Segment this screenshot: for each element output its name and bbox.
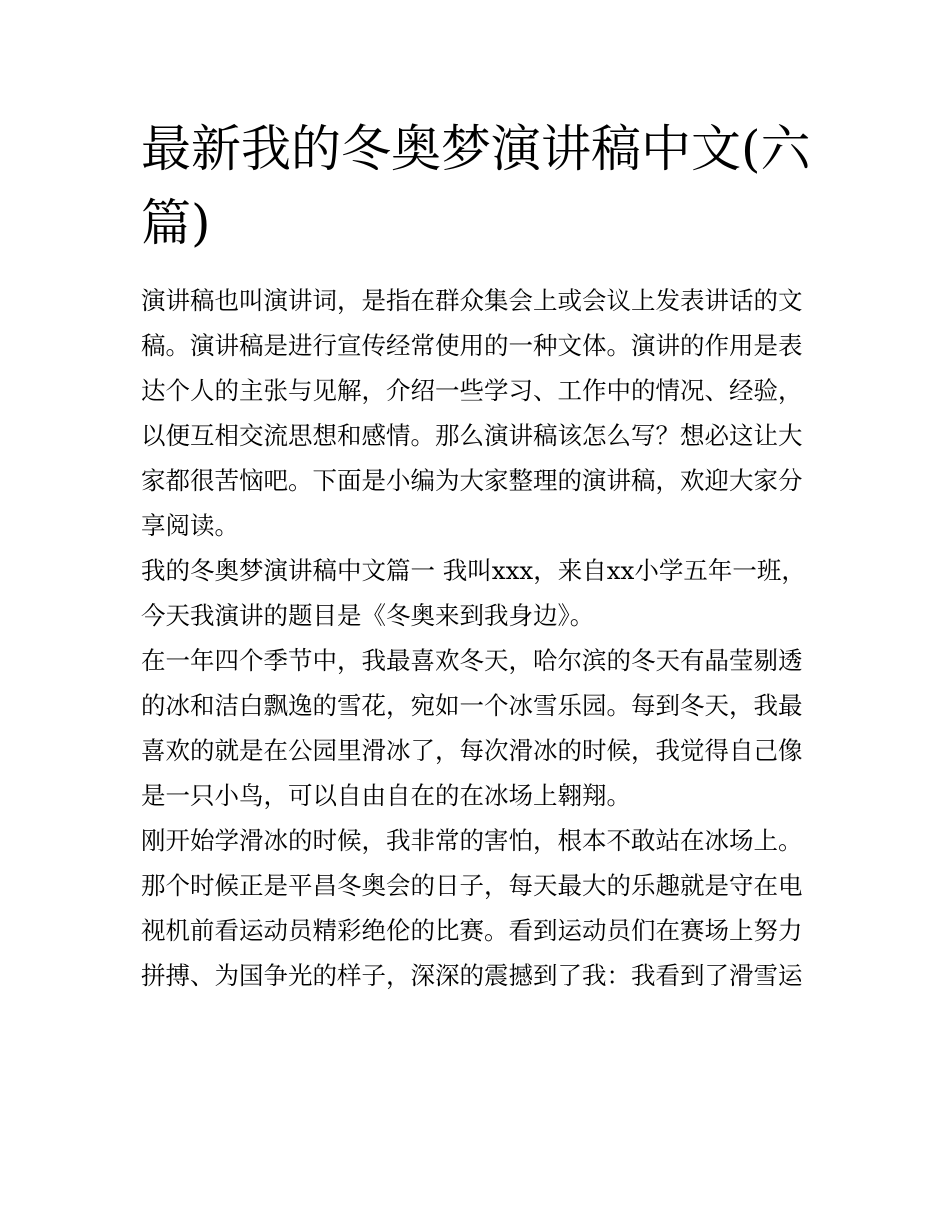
paragraph-speech-opening: 我的冬奥梦演讲稿中文篇一 我叫xxx，来自xx小学五年一班，今天我演讲的题目是《冬奥来到我身边》。 — [141, 556, 806, 630]
document-body — [141, 278, 821, 998]
paragraph-winter: 在一年四个季节中，我最喜欢冬天，哈尔滨的冬天有晶莹剔透的冰和洁白飘逸的雪花，宛如一个冰雪乐园。每到冬天，我最喜欢的就是在公园里滑冰了，每次滑冰的时候，我觉得自己像是一只小鸟，可以自由自在的在冰场上翱翔。 — [141, 646, 803, 810]
document-title: 最新我的冬奥梦演讲稿中文(六篇) — [141, 120, 811, 252]
paragraph-skating: 刚开始学滑冰的时候，我非常的害怕，根本不敢站在冰场上。那个时候正是平昌冬奥会的日子，每天最大的乐趣就是守在电视机前看运动员精彩绝伦的比赛。看到运动员们在赛场上努力拼搏、为国争光的样子，深深的震撼到了我：我看到了滑雪运 — [141, 826, 803, 990]
paragraph-intro: 演讲稿也叫演讲词，是指在群众集会上或会议上发表讲话的文稿。演讲稿是进行宣传经常使用的一种文体。演讲的作用是表达个人的主张与见解，介绍一些学习、工作中的情况、经验，以便互相交流思想和感情。那么演讲稿该怎么写？想必这让大家都很苦恼吧。下面是小编为大家整理的演讲稿，欢迎大家分享阅读。 — [141, 286, 803, 540]
